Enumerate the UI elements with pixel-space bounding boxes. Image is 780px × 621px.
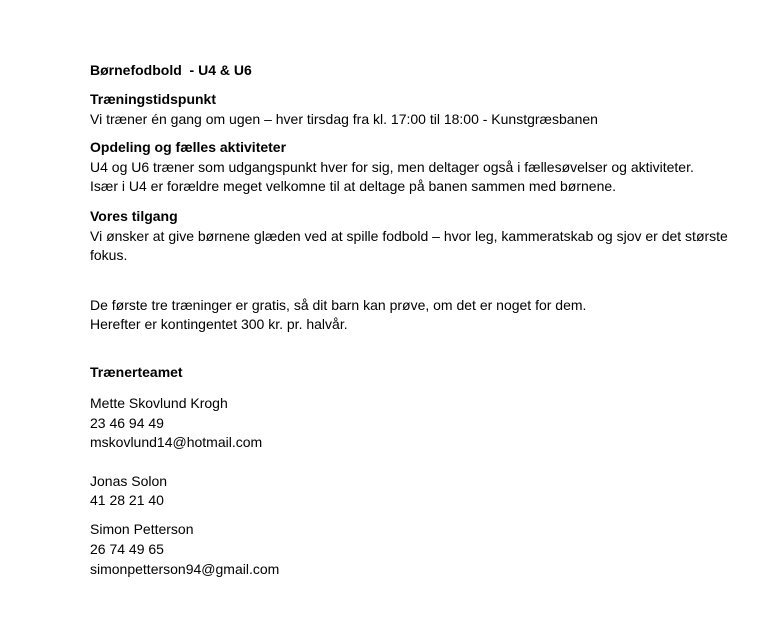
coach-name: Jonas Solon bbox=[90, 472, 168, 489]
coach-phone: 26 74 49 65 bbox=[90, 540, 164, 557]
coach-contact-card bbox=[90, 472, 705, 511]
paragraph-line: Vi træner én gang om ugen – hver tirsdag fra kl. 17:00 til 18:00 - Kunstgræsbanen bbox=[90, 110, 598, 127]
section-pricing bbox=[90, 296, 705, 335]
section-heading-coach-team: Trænerteamet bbox=[90, 364, 183, 381]
coach-contact-card bbox=[90, 394, 705, 453]
paragraph-line: Især i U4 er forældre meget velkomne til at deltage på banen sammen med børnene. bbox=[90, 178, 617, 195]
coach-name: Mette Skovlund Krogh bbox=[90, 395, 228, 412]
coach-phone: 23 46 94 49 bbox=[90, 414, 164, 431]
coach-phone: 41 28 21 40 bbox=[90, 492, 164, 509]
section-grouping-activities bbox=[90, 138, 705, 197]
coach-email: simonpetterson94@gmail.com bbox=[90, 560, 280, 577]
section-our-approach bbox=[90, 207, 728, 266]
section-heading-our-approach: Vores tilgang bbox=[90, 208, 178, 225]
section-heading-grouping-activities: Opdeling og fælles aktiviteter bbox=[90, 139, 287, 156]
paragraph-line: Vi ønsker at give børnene glæden ved at spille fodbold – hvor leg, kammeratskab og sjov er det største bbox=[90, 227, 728, 244]
document-title: Børnefodbold - U4 & U6 bbox=[90, 62, 252, 78]
coach-email: mskovlund14@hotmail.com bbox=[90, 434, 263, 451]
coach-name: Simon Petterson bbox=[90, 521, 194, 538]
section-training-time bbox=[90, 90, 705, 129]
document-page bbox=[0, 61, 780, 621]
pricing-fee-line: Herefter er kontingentet 300 kr. pr. halvår. bbox=[90, 316, 348, 333]
paragraph-line: U4 og U6 træner som udgangspunkt hver for sig, men deltager også i fællesøvelser og aktiviteter. bbox=[90, 158, 694, 175]
paragraph-line: fokus. bbox=[90, 247, 128, 264]
coach-contact-card bbox=[90, 520, 705, 579]
section-heading-training-time: Træningstidspunkt bbox=[90, 91, 216, 108]
pricing-free-trials-line: De første tre træninger er gratis, så dit barn kan prøve, om det er noget for dem. bbox=[90, 296, 587, 313]
